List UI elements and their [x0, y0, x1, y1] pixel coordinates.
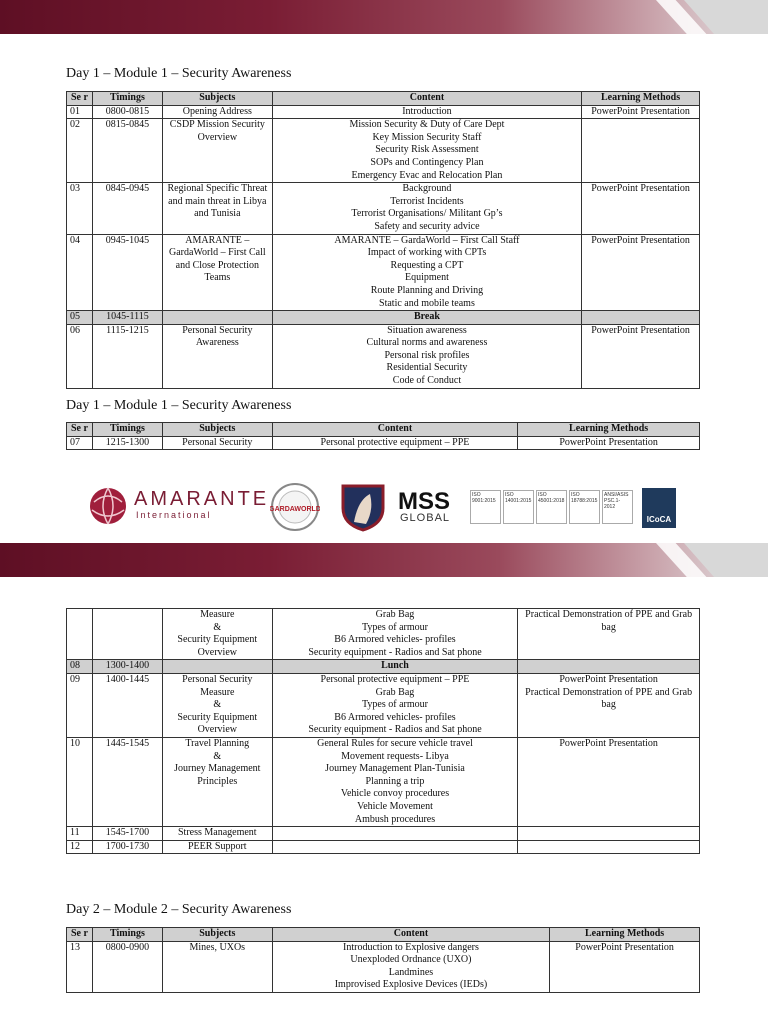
content-line: AMARANTE – GardaWorld – First Call Staff — [334, 234, 520, 246]
cell-timings: 1300-1400 — [92, 660, 162, 674]
cell-subject — [162, 119, 272, 183]
cell-timings: 1545-1700 — [92, 827, 162, 841]
cell-subject — [162, 673, 272, 737]
method-line: PowerPoint Presentation — [559, 436, 658, 448]
partner-logos — [86, 482, 686, 532]
cell-method — [518, 840, 700, 854]
cell-content — [272, 324, 581, 388]
cell-subject — [162, 660, 272, 674]
subject-line: AMARANTE – GardaWorld – First Call and Close Protection Teams — [168, 234, 266, 284]
page-header-banner — [0, 0, 768, 34]
content-line: Terrorist Incidents — [390, 195, 464, 207]
content-line: Key Mission Security Staff — [372, 131, 482, 143]
content-line: Residential Security — [386, 362, 468, 374]
method-line: PowerPoint Presentation — [559, 737, 658, 749]
subject-line: Regional Specific Threat and main threat in Libya and Tunisia — [167, 183, 268, 220]
content-line: Break — [413, 311, 440, 323]
cell-method — [582, 183, 700, 234]
content-line: Landmines — [388, 966, 434, 978]
table-row — [67, 119, 700, 183]
method-line: PowerPoint Presentation — [591, 324, 690, 336]
section-heading-day1-continued: Day 1 – Module 1 – Security Awareness — [66, 398, 292, 413]
content-line: B6 Armored vehicles- profiles — [334, 634, 456, 646]
content-line: Code of Conduct — [392, 375, 462, 387]
content-line: Impact of working with CPTs — [367, 247, 487, 259]
content-line: Route Planning and Driving — [370, 284, 484, 296]
cell-content — [272, 183, 581, 234]
section-heading-day1: Day 1 – Module 1 – Security Awareness — [66, 66, 292, 81]
subject-line: Measure — [200, 609, 235, 620]
col-header-ser: Se r — [67, 92, 93, 106]
subject-line: Opening Address — [182, 105, 252, 117]
globe-icon — [88, 486, 128, 526]
cell-subject — [162, 941, 272, 992]
cell-subject — [162, 840, 272, 854]
method-line: PowerPoint Presentation — [591, 183, 690, 195]
cell-ser: 07 — [67, 436, 93, 450]
subject-line: Personal Security Awareness — [182, 324, 253, 349]
content-line: Equipment — [405, 272, 449, 284]
content-line: B6 Armored vehicles- profiles — [334, 711, 456, 723]
table-row — [67, 436, 700, 450]
cell-content — [272, 941, 549, 992]
cell-subject — [162, 827, 272, 841]
subject-line: & — [213, 621, 222, 633]
cell-method — [550, 941, 700, 992]
method-line: PowerPoint Presentation — [591, 105, 690, 117]
cell-timings: 1445-1545 — [92, 737, 162, 826]
cell-ser: 01 — [67, 105, 93, 119]
cell-timings: 0945-1045 — [92, 234, 162, 311]
table-row — [67, 840, 700, 854]
schedule-table-day2 — [66, 927, 700, 993]
table-row — [67, 311, 700, 325]
method-line: PowerPoint Presentation — [575, 941, 674, 953]
crest-logo — [340, 482, 386, 532]
cell-method — [582, 105, 700, 119]
mss-wordmark: MSS — [398, 488, 451, 515]
method-line: PowerPoint Presentation — [559, 673, 658, 685]
content-line: Grab Bag — [375, 609, 415, 620]
cell-content — [272, 311, 581, 325]
cell-method — [518, 673, 700, 737]
content-line: Lunch — [381, 660, 409, 672]
content-line: Mission Security & Duty of Care Dept — [349, 119, 505, 131]
cell-timings: 1400-1445 — [92, 673, 162, 737]
content-line: General Rules for secure vehicle travel — [317, 737, 473, 749]
table-row — [67, 324, 700, 388]
table-row — [67, 941, 700, 992]
cell-ser: 08 — [67, 660, 93, 674]
mss-subtitle: GLOBAL — [400, 512, 451, 524]
cell-subject — [162, 234, 272, 311]
cell-timings: 1700-1730 — [92, 840, 162, 854]
cell-timings: 1215-1300 — [92, 436, 162, 450]
subject-line: PEER Support — [187, 840, 247, 852]
cell-method — [518, 436, 700, 450]
subject-line: Personal Security — [182, 436, 253, 448]
content-line: SOPs and Contingency Plan — [370, 156, 484, 168]
schedule-table-day1-page2 — [66, 608, 700, 854]
content-line: Security equipment - Radios and Sat phone — [308, 724, 482, 736]
cell-content — [272, 105, 581, 119]
cell-content — [272, 673, 518, 737]
amarante-wordmark: AMARANTE — [134, 488, 270, 510]
content-line: Static and mobile teams — [379, 297, 475, 309]
subject-line: CSDP Mission Security Overview — [169, 119, 265, 143]
cell-subject — [162, 183, 272, 234]
table-row — [67, 234, 700, 311]
subject-line: Travel Planning — [185, 737, 250, 749]
subject-line: Stress Management — [177, 827, 257, 839]
cell-method — [582, 311, 700, 325]
cell-method — [518, 737, 700, 826]
content-line: Introduction — [402, 105, 452, 117]
subject-line: Personal Security — [182, 673, 253, 685]
section-heading-day2: Day 2 – Module 2 – Security Awareness — [66, 902, 292, 917]
cell-method — [518, 827, 700, 841]
content-line: Emergency Evac and Relocation Plan — [351, 169, 503, 181]
cell-timings: 0815-0845 — [92, 119, 162, 183]
content-line: Security equipment - Radios and Sat phone — [308, 646, 482, 658]
table-row — [67, 827, 700, 841]
cell-ser — [67, 609, 93, 660]
col-header-subjects: Subjects — [162, 92, 272, 106]
col-header-timings: Timings — [92, 423, 162, 437]
content-line: Requesting a CPT — [390, 259, 464, 271]
content-line: Personal risk profiles — [384, 349, 470, 361]
subject-line: Security Equipment Overview — [177, 634, 258, 658]
content-line: Improvised Explosive Devices (IEDs) — [334, 979, 488, 991]
gardaworld-logo — [270, 482, 320, 532]
col-header-content: Content — [272, 92, 581, 106]
cell-ser: 03 — [67, 183, 93, 234]
cell-method — [518, 609, 700, 660]
content-line: Unexploded Ordnance (UXO) — [350, 954, 472, 966]
schedule-table-day1 — [66, 91, 700, 389]
method-line: Practical Demonstration of PPE and Grab bag — [525, 686, 693, 711]
content-line: Vehicle convoy procedures — [340, 788, 450, 800]
amarante-logo — [86, 482, 270, 532]
cell-content — [272, 609, 518, 660]
cell-timings: 0800-0900 — [92, 941, 162, 992]
content-line: Grab Bag — [375, 686, 415, 698]
cell-ser: 10 — [67, 737, 93, 826]
content-line: Personal protective equipment – PPE — [320, 436, 470, 448]
cell-subject — [162, 105, 272, 119]
icoca-wordmark: ICoCA — [646, 515, 672, 524]
cell-ser: 02 — [67, 119, 93, 183]
content-line: Personal protective equipment – PPE — [320, 673, 470, 685]
cell-content — [272, 119, 581, 183]
content-line: Cultural norms and awareness — [366, 337, 488, 349]
col-header-learning-methods: Learning Methods — [550, 928, 700, 942]
content-line: Planning a trip — [365, 775, 425, 787]
iso-cert-badge: ANSI/ASIS PSC.1-2012 — [602, 490, 633, 524]
iso-cert-badge: ISO 14001:2015 — [503, 490, 534, 524]
content-line: Vehicle Movement — [357, 800, 433, 812]
cell-timings — [92, 609, 162, 660]
schedule-table-day1-continued — [66, 422, 700, 450]
cell-content — [272, 827, 518, 841]
content-line: Types of armour — [362, 699, 428, 711]
table-row — [67, 183, 700, 234]
content-line: Background — [402, 183, 452, 195]
cell-ser: 12 — [67, 840, 93, 854]
content-line: Safety and security advice — [374, 220, 480, 232]
method-line: Practical Demonstration of PPE and Grab bag — [525, 609, 693, 633]
page-header-banner-2 — [0, 543, 768, 577]
iso-cert-badge: ISO 18788:2015 — [569, 490, 600, 524]
cell-method — [582, 324, 700, 388]
subject-line: & — [213, 699, 222, 711]
cell-subject — [162, 436, 272, 450]
cell-ser: 13 — [67, 941, 93, 992]
content-line: Situation awareness — [387, 324, 467, 336]
amarante-subtitle: International — [136, 510, 212, 520]
cell-content — [272, 737, 518, 826]
table-row — [67, 673, 700, 737]
cell-content — [272, 234, 581, 311]
subject-line: Journey Management Principles — [174, 763, 261, 787]
iso-cert-badge: ISO 45001:2018 — [536, 490, 567, 524]
col-header-content: Content — [272, 423, 518, 437]
col-header-timings: Timings — [92, 928, 162, 942]
cell-content — [272, 660, 518, 674]
cell-content — [272, 840, 518, 854]
cell-ser: 09 — [67, 673, 93, 737]
cell-ser: 11 — [67, 827, 93, 841]
gardaworld-seal-icon — [270, 482, 320, 532]
subject-line: Security Equipment Overview — [177, 711, 258, 736]
subject-line: Measure — [200, 686, 235, 698]
col-header-subjects: Subjects — [162, 423, 272, 437]
cell-method — [582, 119, 700, 183]
col-header-learning-methods: Learning Methods — [518, 423, 700, 437]
cell-subject — [162, 737, 272, 826]
col-header-subjects: Subjects — [162, 928, 272, 942]
table-row — [67, 737, 700, 826]
cell-method — [518, 660, 700, 674]
method-line: PowerPoint Presentation — [591, 234, 690, 246]
content-line: Introduction to Explosive dangers — [343, 941, 479, 953]
content-line: Movement requests- Libya — [341, 750, 449, 762]
svg-text:GARDAWORLD: GARDAWORLD — [270, 506, 320, 513]
content-line: Terrorist Organisations/ Militant Gp’s — [351, 208, 503, 220]
content-line: Journey Management Plan-Tunisia — [325, 763, 465, 775]
col-header-content: Content — [272, 928, 549, 942]
cell-content — [272, 436, 518, 450]
col-header-learning-methods: Learning Methods — [582, 92, 700, 106]
icoca-logo — [642, 488, 676, 528]
cell-ser: 06 — [67, 324, 93, 388]
iso-cert-badge: ISO 9001:2015 — [470, 490, 501, 524]
col-header-ser: Se r — [67, 928, 93, 942]
mss-global-logo — [398, 482, 628, 532]
table-row — [67, 105, 700, 119]
shield-crest-icon — [340, 482, 386, 532]
cell-timings: 0800-0815 — [92, 105, 162, 119]
cell-subject — [162, 609, 272, 660]
subject-line: & — [213, 750, 222, 762]
content-line: Security Risk Assessment — [375, 144, 479, 156]
cell-timings: 1115-1215 — [92, 324, 162, 388]
content-line: Ambush procedures — [354, 813, 436, 825]
cell-timings: 1045-1115 — [92, 311, 162, 325]
table-row — [67, 609, 700, 660]
cell-timings: 0845-0945 — [92, 183, 162, 234]
cell-ser: 05 — [67, 311, 93, 325]
content-line: Types of armour — [362, 621, 428, 633]
subject-line: Mines, UXOs — [189, 941, 246, 953]
cell-ser: 04 — [67, 234, 93, 311]
cell-method — [582, 234, 700, 311]
col-header-ser: Se r — [67, 423, 93, 437]
table-row — [67, 660, 700, 674]
cell-subject — [162, 324, 272, 388]
cell-subject — [162, 311, 272, 325]
col-header-timings: Timings — [92, 92, 162, 106]
